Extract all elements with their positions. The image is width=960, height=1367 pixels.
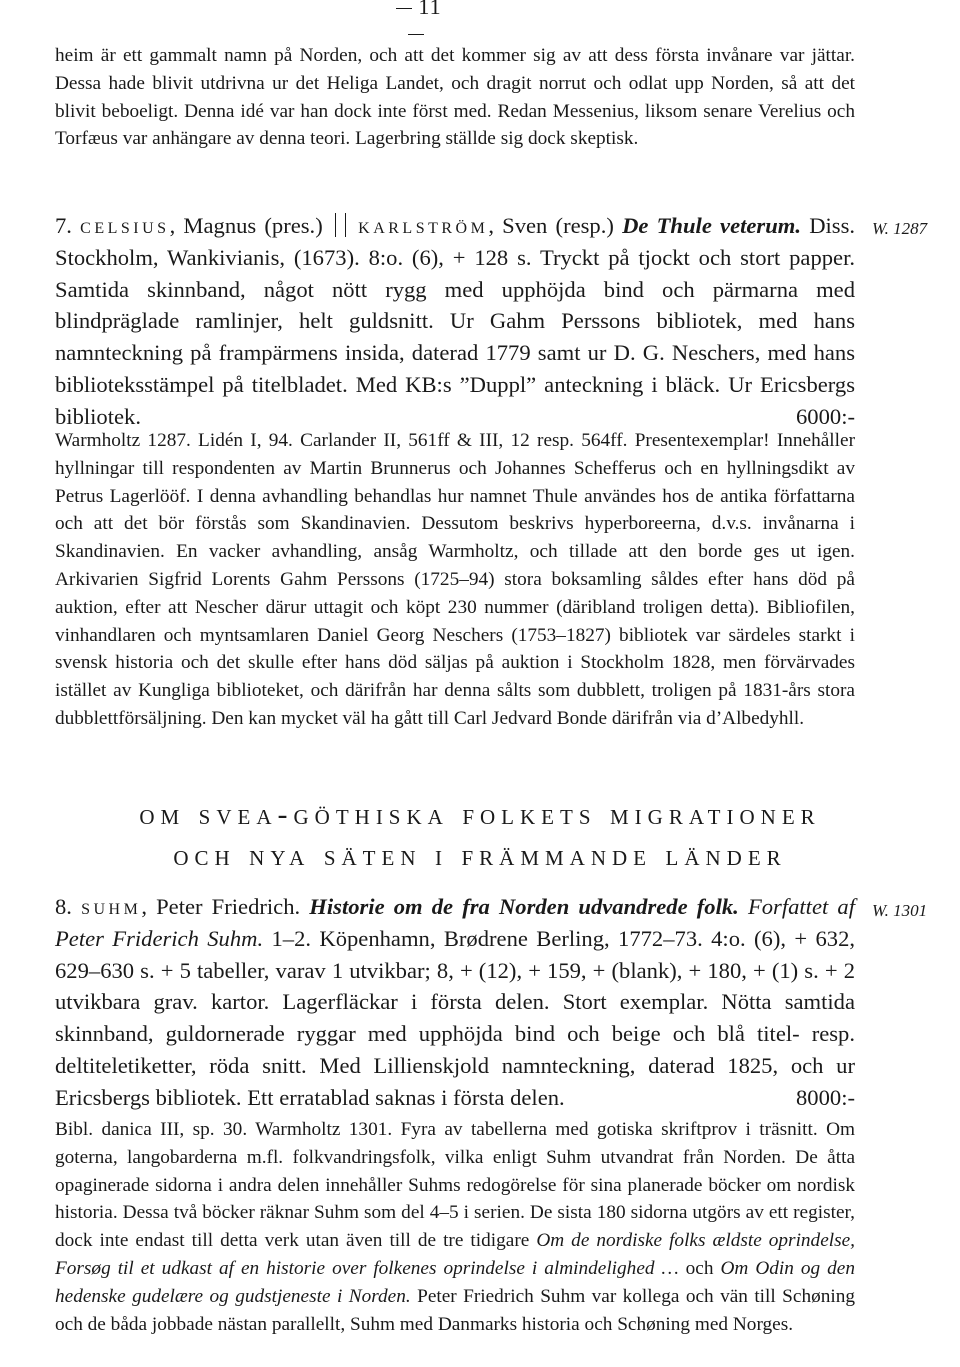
- intro-paragraph: [55, 42, 855, 153]
- page-number-dash-left: [396, 8, 412, 9]
- entry-8-notes-italic-2: Om Odin og den hedenske gudelære og gudstjeneste i Norden.: [55, 1257, 855, 1307]
- entry-8-description: 1–2. Köpenhamn, Brødrene Berling, 1772–73. 4:o. (6), + 632, 629–630 s. + 5 tabeller, varav 1 utvikbar; 8, + (12), + 159, + (blank), + 180, + (1) s. + 2 utvikbara grav. kartor. Lagerfläckar i första delen. Stort exemplar. Nötta samtida skinnband, guldornerade ryggar med upphöjda bind och beige och blå titel- resp. deltiteletiketter, röda snitt. Med Lillienskjold namnteckning, daterad 1825, och ur Ericsbergs bibliotek. Ett erratablad saknas i första delen.: [55, 925, 856, 1110]
- entry-8-author-name: , Peter Friedrich.: [141, 894, 301, 919]
- entry-8-author: suhm: [81, 894, 142, 919]
- page-number-value: 11: [418, 0, 442, 19]
- entry-7-price: 6000:-: [796, 403, 855, 429]
- entry-8-notes-text-c: Peter Friedrich Suhm var kollega och vän till Schøning och de båda jobbade nästan parallellt, Suhm med Danmarks historia och Schøning med Norges.: [55, 1285, 856, 1335]
- entry-7-notes: [55, 427, 855, 733]
- section-heading-line-2: och nya säten i främmande länder: [173, 839, 787, 872]
- entry-8-notes-italic-1: Om de nordiske folks ældste oprindelse, Forsøg til et udkast af en historie over folkenes oprindelse i almindelighed …: [55, 1230, 855, 1279]
- page-number: [386, 0, 446, 46]
- entry-8-subtitle: Forfattet af Peter Friderich Suhm.: [55, 894, 855, 951]
- entry-7-description: Diss. Stockholm, Wankivianis, (1673). 8:o. (6), + 128 s. Tryckt på tjockt och stort papper. Samtida skinnband, något nött rygg med upphöjda bind och pärmarna med blindpräglade ramlinjer, helt guldsnitt. Ur Gahm Perssons bibliotek, med hans namnteckning på frampärmens insida, daterad 1779 samt ur D. G. Neschers, med hans biblioteksstämpel på titelbladet. Med KB:s ”Duppl” anteckning i bläck. Ur Ericsbergs bibliotek.: [55, 213, 856, 429]
- entry-8-ref: W. 1301: [872, 901, 928, 920]
- entry-8: [55, 891, 855, 1114]
- intro-text: heim är ett gammalt namn på Norden, och att det kommer sig av att dess första invånare var jättar. Dessa hade blivit utdrivna ur det Heliga Landet, och dragit norrut och odlat upp Norden, så att det blivit beboeligt. Denna idé var han dock inte först med. Redan Messenius, liksom senare Verelius och Torfæus var anhängare av denna teori. Lagerbring ställde sig dock skeptisk.: [55, 45, 855, 150]
- entry-8-title: Historie om de fra Norden udvandrede folk.: [309, 894, 739, 919]
- entry-7-ref: W. 1287: [872, 219, 928, 238]
- section-heading-line-1: om svea-göthiska folkets migrationer: [139, 798, 821, 831]
- entry-7-author-2: karlström: [358, 213, 489, 238]
- entry-7-author-1-role: , Magnus (pres.): [169, 213, 323, 238]
- page-number-dash-right: [408, 34, 424, 35]
- entry-8-price: 8000:-: [796, 1084, 855, 1110]
- entry-7-author-1: celsius: [80, 213, 170, 238]
- separator-bars: [335, 213, 346, 237]
- entry-7: [55, 210, 855, 433]
- entry-7-number: 7.: [55, 213, 72, 238]
- entry-7-title: De Thule veterum.: [622, 213, 801, 238]
- entry-8-number: 8.: [55, 894, 72, 919]
- entry-8-notes: [55, 1116, 855, 1338]
- entry-8-notes-text-b: och: [685, 1257, 714, 1279]
- entry-7-author-2-role: , Sven (resp.): [488, 213, 614, 238]
- entry-7-notes-text: Warmholtz 1287. Lidén I, 94. Carlander II, 561ff & III, 12 resp. 564ff. Presentexemplar! Innehåller hyllningar till respondenten av Martin Brunnerus och Johannes Schefferus och en hyllningsdikt av Petrus Lagerlööf. I denna avhandling behandlas hur namnet Thule användes hos de antika författarna och att det bör förstås som Skandinavien. Dessutom beskrivs hyperboreerna, d.v.s. invånarna i Skandinavien. En vacker avhandling, ansåg Warmholtz, och tillade att den borde ges ut igen. Arkivarien Sigfrid Lorents Gahm Perssons (1725–94) stora boksamling såldes efter hans död på auktion, efter att Nescher därur uttagit och köpt 230 nummer (däribland troligen detta). Bibliofilen, vinhandlaren och myntsamlaren Daniel Georg Neschers (1753–1827) bibliotek var särdeles starkt i svensk historia och det skulle efter hans död säljas på auktion i Stockholm 1828, men förvärvades istället av Kungliga biblioteket, och därifrån har denna sålts som dubblett, troligen på 1831-års stora dubblettförsäljning. Den kan mycket väl ha gått till Carl Jedvard Bonde därifrån via d’Albedyhll.: [55, 430, 855, 729]
- entry-8-notes-text-a: Bibl. danica III, sp. 30. Warmholtz 1301. Fyra av tabellerna med gotiska skriftprov i träsnitt. Om goterna, langobarderna m.fl. folkvandringsfolk, vilka enligt Suhm utvandrat från Norden. De åtta opaginerade sidorna i andra delen innehåller Suhms redogörelse för sina planerade böcker om nordisk historia. Dessa två böcker räknar Suhm som del 4–5 i serien. De sista 180 sidorna utgörs av ett register, dock inte endast till detta verk utan även till de tre tidigare: [55, 1119, 855, 1252]
